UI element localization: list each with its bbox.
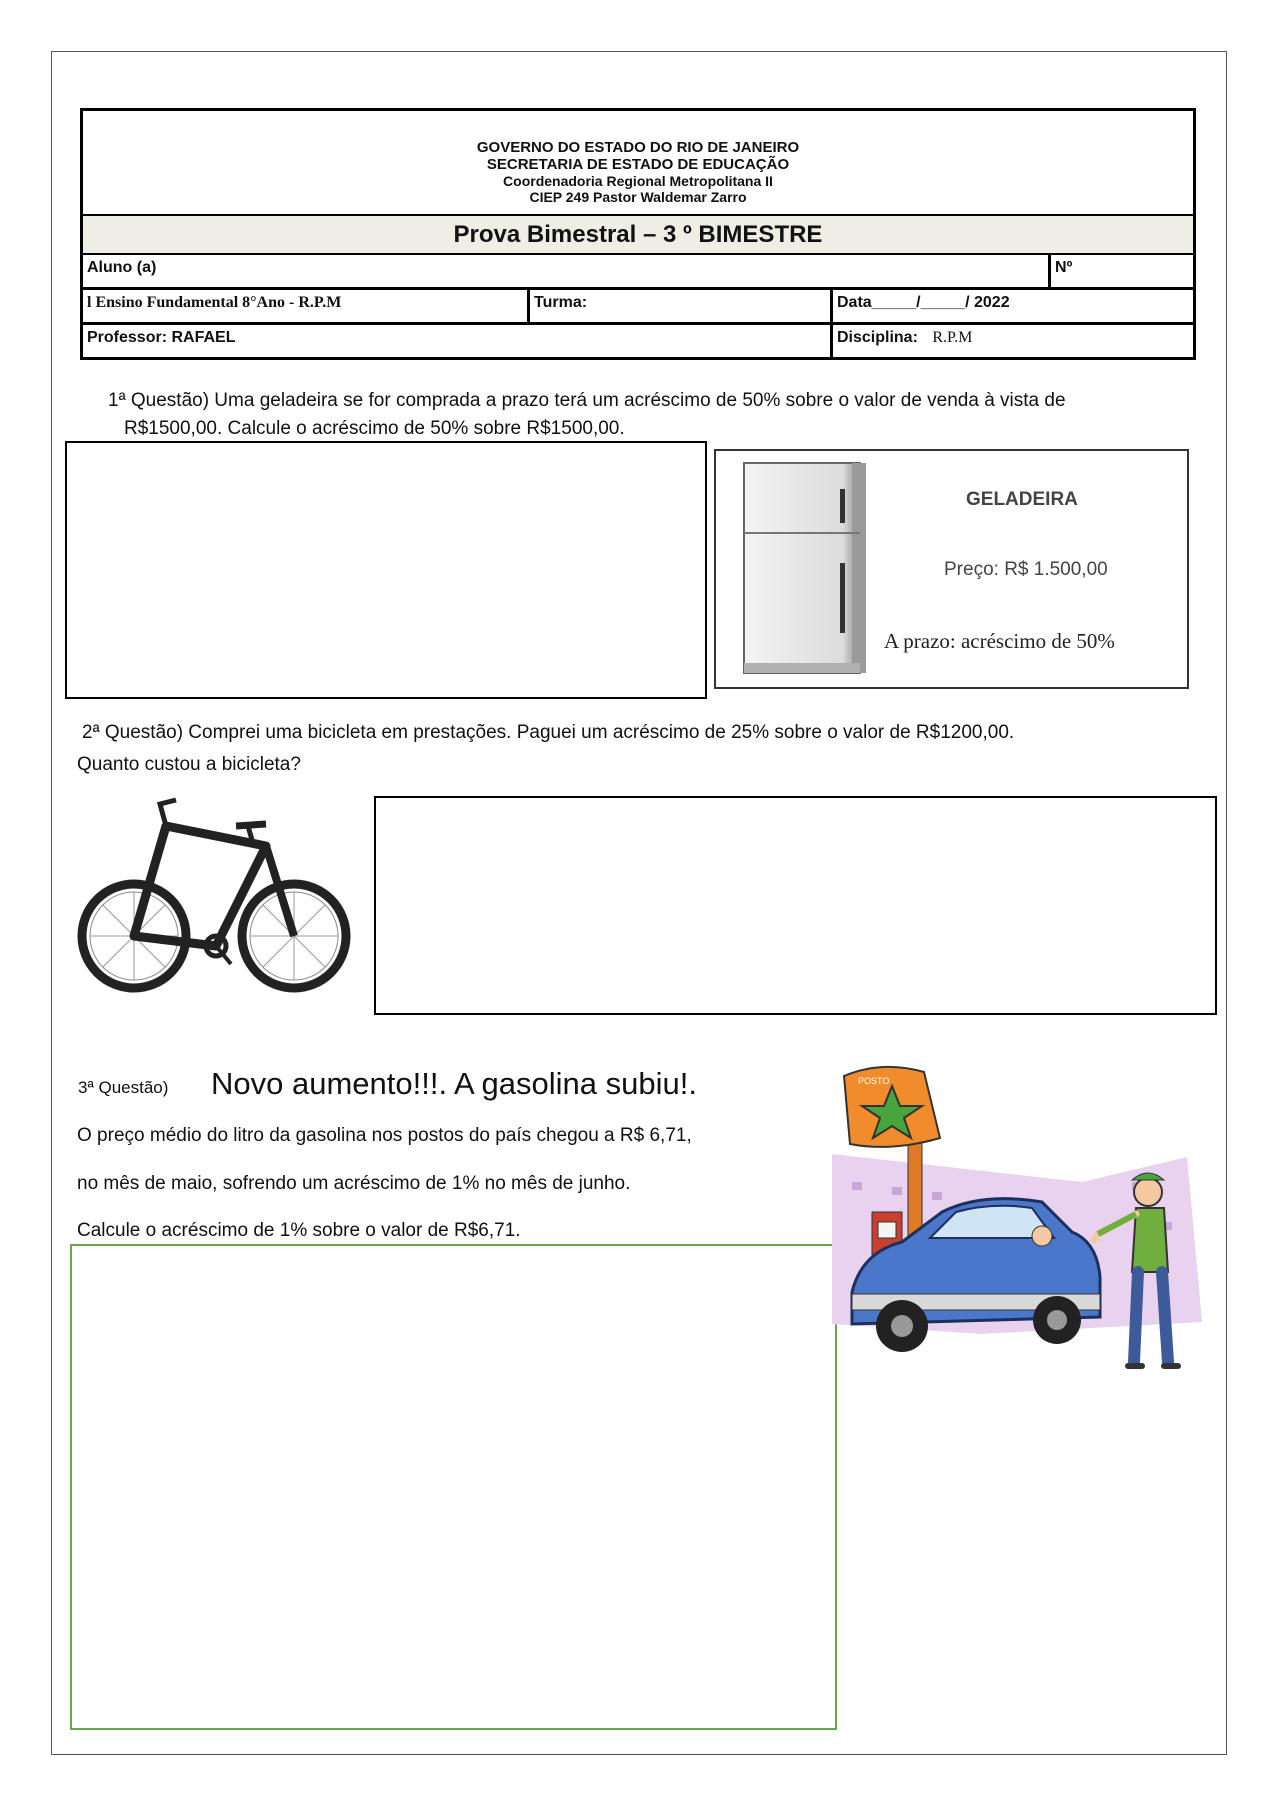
date-field[interactable]	[833, 290, 1193, 322]
student-name-field[interactable]	[83, 255, 1051, 287]
q3-headline: Novo aumento!!!. A gasolina subiu!.	[211, 1066, 697, 1101]
q3-line3: Calcule o acréscimo de 1% sobre o valor de R$6,71.	[77, 1220, 521, 1241]
fridge-price: Preço: R$ 1.500,00	[944, 559, 1108, 580]
fridge-icon	[740, 459, 872, 681]
teacher-label: Professor: RAFAEL	[83, 325, 833, 357]
gas-station-illustration	[832, 1062, 1202, 1394]
date-label: Data_____/_____/ 2022	[837, 294, 1010, 311]
class-label: Turma:	[534, 294, 588, 311]
q2-line2: Quanto custou a bicicleta?	[77, 754, 301, 775]
q1-line2: R$1500,00. Calcule o acréscimo de 50% sobre R$1500,00.	[124, 418, 625, 439]
q1-line1: 1ª Questão) Uma geladeira se for comprada a prazo terá um acréscimo de 50% sobre o valor de venda à vista de	[108, 390, 1066, 411]
subject-value: R.P.M	[932, 329, 973, 346]
institution-line: GOVERNO DO ESTADO DO RIO DE JANEIRO	[476, 139, 800, 156]
exam-header	[80, 108, 1196, 360]
class-field[interactable]	[530, 290, 833, 322]
grade-row	[83, 290, 1193, 325]
exam-title: Prova Bimestral – 3 º BIMESTRE	[83, 216, 1193, 255]
station-sign-text: POSTO	[858, 1076, 890, 1086]
student-label: Aluno (a)	[87, 259, 157, 276]
q1-answer-box[interactable]	[65, 441, 707, 699]
fridge-installment-note: A prazo: acréscimo de 50%	[884, 629, 1115, 653]
q2-line1: 2ª Questão) Comprei uma bicicleta em prestações. Paguei um acréscimo de 25% sobre o valor de R$1200,00.	[82, 722, 1015, 743]
subject-label: Disciplina:	[837, 329, 918, 346]
q3-line1: O preço médio do litro da gasolina nos postos do país chegou a R$ 6,71,	[77, 1125, 692, 1146]
institution-line: Coordenadoria Regional Metropolitana II	[503, 173, 773, 189]
q3-line2: no mês de maio, sofrendo um acréscimo de 1% no mês de junho.	[77, 1173, 631, 1194]
q2-answer-box[interactable]	[374, 796, 1217, 1015]
bicycle-icon	[76, 796, 358, 996]
teacher-row	[83, 325, 1193, 357]
subject-field	[833, 325, 1193, 357]
number-label: Nº	[1055, 259, 1073, 276]
student-row	[83, 255, 1193, 290]
fridge-card	[714, 449, 1189, 689]
institution-block	[83, 111, 1193, 216]
fridge-title: GELADEIRA	[966, 489, 1078, 510]
grade-label: l Ensino Fundamental 8°Ano - R.P.M	[83, 290, 530, 322]
q3-label: 3ª Questão)	[78, 1078, 169, 1097]
student-number-field[interactable]	[1051, 255, 1193, 287]
institution-line: CIEP 249 Pastor Waldemar Zarro	[529, 189, 747, 205]
institution-line: SECRETARIA DE ESTADO DE EDUCAÇÃO	[486, 156, 790, 173]
q3-answer-box[interactable]	[70, 1244, 837, 1730]
